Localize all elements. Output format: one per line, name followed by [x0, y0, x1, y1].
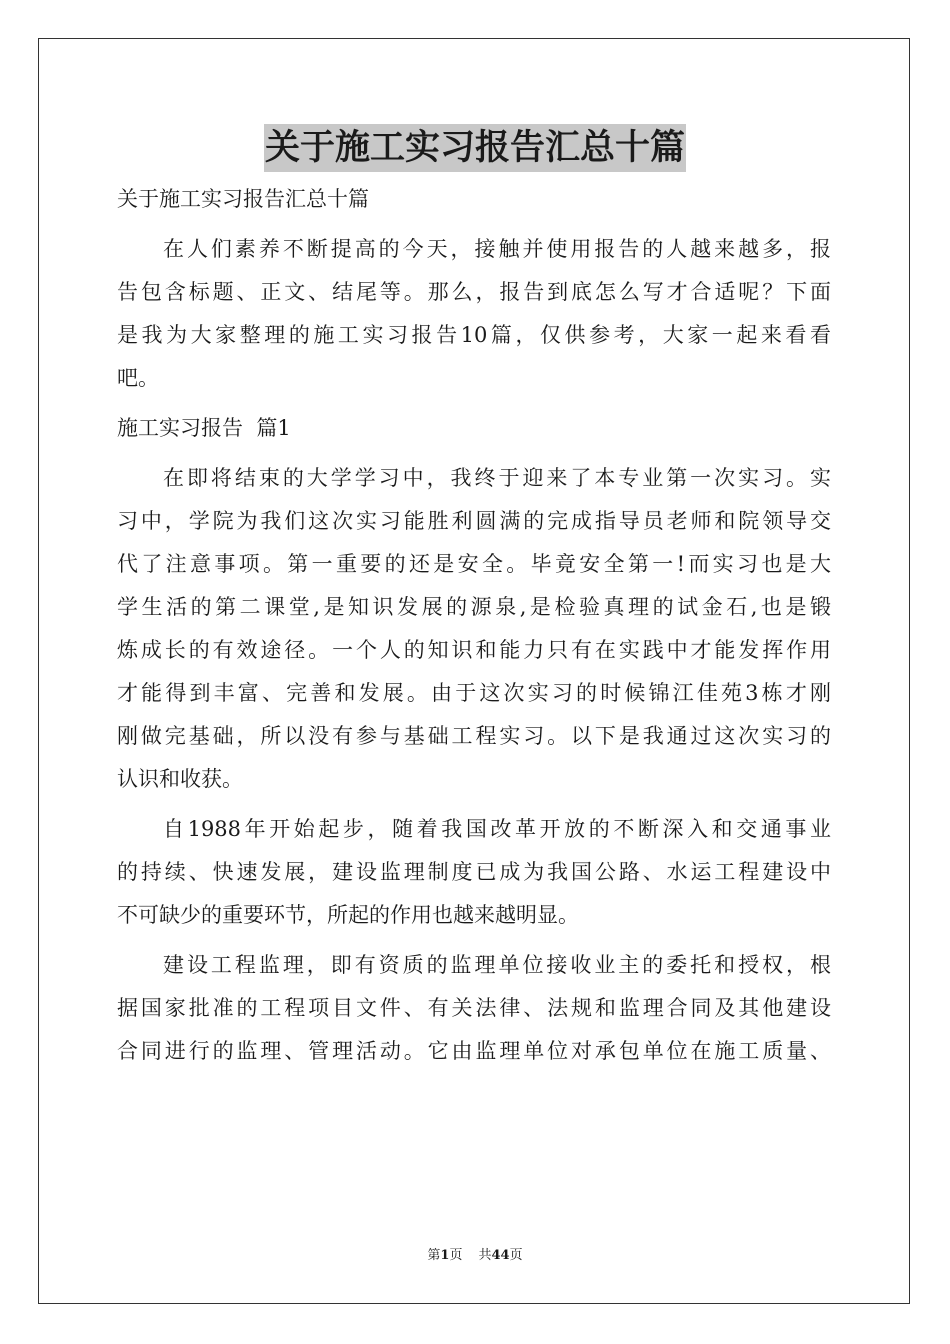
document-subtitle: 关于施工实习报告汇总十篇 [117, 187, 369, 211]
document-body [117, 178, 831, 1073]
paragraph-line: 自1988年开始起步，随着我国改革开放的不断深入和交通事业 [163, 817, 831, 841]
paragraph-line: 习中，学院为我们这次实习能胜利圆满的完成指导员老师和院领导交 [117, 509, 831, 533]
page-suffix: 页 [449, 1248, 463, 1263]
body-paragraph-1 [117, 457, 831, 801]
paragraph-line: 刚做完基础，所以没有参与基础工程实习。以下是我通过这次实习的 [117, 724, 831, 748]
paragraph-line: 炼成长的有效途径。一个人的知识和能力只有在实践中才能发挥作用 [117, 638, 831, 662]
page-prefix: 第 [427, 1248, 441, 1263]
body-paragraph-2 [117, 808, 831, 937]
document-title: 关于施工实习报告汇总十篇 [264, 124, 686, 172]
intro-line: 在人们素养不断提高的今天，接触并使用报告的人越来越多，报 [163, 237, 831, 261]
intro-line: 吧。 [117, 366, 159, 390]
paragraph-line: 合同进行的监理、管理活动。它由监理单位对承包单位在施工质量、 [117, 1039, 831, 1063]
page-footer [0, 1244, 950, 1263]
title-wrap [0, 124, 950, 172]
paragraph-line: 据国家批准的工程项目文件、有关法律、法规和监理合同及其他建设 [117, 996, 831, 1020]
section-heading: 施工实习报告 篇1 [117, 416, 291, 440]
paragraph-line: 建设工程监理，即有资质的监理单位接收业主的委托和授权，根 [163, 953, 831, 977]
intro-line: 告包含标题、正文、结尾等。那么，报告到底怎么写才合适呢？下面 [117, 280, 831, 304]
total-suffix: 页 [509, 1248, 523, 1263]
paragraph-line: 在即将结束的大学学习中，我终于迎来了本专业第一次实习。实 [163, 466, 831, 490]
body-paragraph-3 [117, 944, 831, 1073]
intro-paragraph [117, 228, 831, 400]
paragraph-line: 代了注意事项。第一重要的还是安全。毕竟安全第一!而实习也是大 [117, 552, 831, 576]
paragraph-line: 的持续、快速发展，建设监理制度已成为我国公路、水运工程建设中 [117, 860, 831, 884]
intro-line: 是我为大家整理的施工实习报告10篇，仅供参考，大家一起来看看 [117, 323, 831, 347]
paragraph-line: 不可缺少的重要环节，所起的作用也越来越明显。 [117, 903, 579, 927]
page-number: 1 [440, 1248, 450, 1263]
total-prefix: 共 [478, 1248, 492, 1263]
paragraph-line: 学生活的第二课堂,是知识发展的源泉,是检验真理的试金石,也是锻 [117, 595, 831, 619]
paragraph-line: 才能得到丰富、完善和发展。由于这次实习的时候锦江佳苑3栋才刚 [117, 681, 831, 705]
paragraph-line: 认识和收获。 [117, 767, 243, 791]
total-pages: 44 [491, 1248, 510, 1263]
